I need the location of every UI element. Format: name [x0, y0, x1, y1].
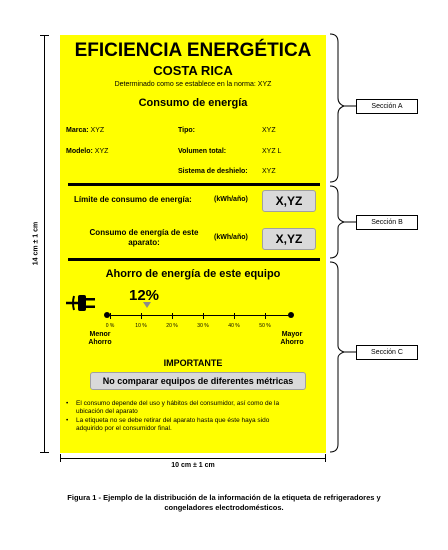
separator-b-c [68, 258, 320, 261]
important-title: IMPORTANTE [163, 358, 223, 368]
scale-tick-label: 0 % [105, 323, 115, 329]
label-title: EFICIENCIA ENERGÉTICA [74, 40, 312, 61]
savings-marker [143, 302, 151, 308]
important-box: No comparar equipos de diferentes métricas [90, 372, 306, 390]
section-c-label: Sección C [356, 345, 418, 360]
savings-scale-line [107, 315, 291, 316]
section-a-label: Sección A [356, 99, 418, 114]
tipo-label: Tipo: [178, 127, 195, 134]
scale-tick-label: 50 % [259, 323, 271, 329]
limit-label: Límite de consumo de energía: [74, 195, 192, 204]
scale-tick [141, 313, 142, 319]
volumen-value: XYZ L [262, 148, 282, 155]
norm-note: Determinado como se establece en la norma: XYZ [114, 81, 272, 88]
plug-icon [66, 290, 98, 316]
height-dim-bottom-tick [40, 452, 49, 453]
notes-list [66, 400, 320, 433]
scale-tick-label: 40 % [228, 323, 240, 329]
separator-a-b [68, 183, 320, 186]
width-dimension-label: 10 cm ± 1 cm [171, 462, 215, 469]
figure-caption: Figura 1 - Ejemplo de la distribución de la información de la etiqueta de refrigeradores y congeladores electrodomésticos. [67, 493, 381, 512]
scale-tick-label: 10 % [135, 323, 147, 329]
scale-tick [172, 313, 173, 319]
modelo-label: Modelo: XYZ [66, 148, 109, 155]
scale-end-dot [288, 312, 294, 318]
scale-tick [234, 313, 235, 319]
note-item: • El consumo depende del uso y hábitos del consumidor, así como de la ubicación del aparato [66, 400, 280, 415]
savings-percent: 12% [129, 287, 160, 304]
savings-title: Ahorro de energía de este equipo [105, 268, 281, 280]
min-savings-label: Menor Ahorro [88, 331, 112, 346]
tipo-value: XYZ [262, 127, 276, 134]
device-value-box: X,YZ [262, 228, 316, 250]
max-savings-label: Mayor Ahorro [280, 331, 304, 346]
section-a-title: Consumo de energía [138, 97, 248, 109]
section-brackets [328, 30, 358, 458]
marca-label: Marca: XYZ [66, 127, 105, 134]
device-consumption-label: Consumo de energía de este aparato: [89, 228, 199, 247]
label-country: COSTA RICA [153, 63, 233, 78]
width-dimension-line [60, 458, 326, 459]
device-unit: (kWh/año) [214, 234, 248, 241]
scale-tick [203, 313, 204, 319]
scale-tick-label: 20 % [166, 323, 178, 329]
note-item: • La etiqueta no se debe retirar del aparato hasta que éste haya sido adquirido por el consumidor final. [66, 417, 270, 432]
volumen-label: Volumen total: [178, 148, 227, 155]
deshielo-label: Sistema de deshielo: [178, 168, 248, 175]
height-dimension-line [44, 35, 45, 453]
section-b-label: Sección B [356, 215, 418, 230]
scale-tick [110, 313, 111, 319]
width-dim-right-tick [325, 454, 326, 462]
limit-unit: (kWh/año) [214, 196, 248, 203]
limit-value-box: X,YZ [262, 190, 316, 212]
width-dim-left-tick [60, 454, 61, 462]
height-dimension-label: 14 cm ± 1 cm [33, 204, 40, 284]
scale-tick [265, 313, 266, 319]
deshielo-value: XYZ [262, 168, 276, 175]
scale-tick-label: 30 % [197, 323, 209, 329]
height-dim-top-tick [40, 35, 49, 36]
